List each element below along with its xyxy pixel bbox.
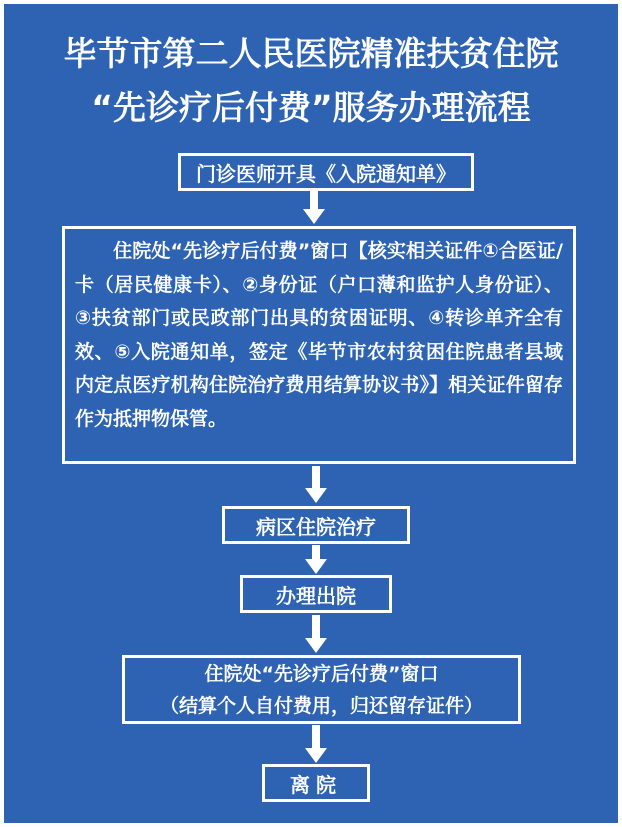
step-discharge-label: 办理出院 bbox=[276, 583, 356, 608]
step-settlement-window-line2: （结算个人自付费用，归还留存证件） bbox=[159, 694, 483, 717]
arrow-down-icon bbox=[303, 466, 329, 504]
step-settlement-window bbox=[122, 655, 521, 724]
title-line-2: “先诊疗后付费”服务办理流程 bbox=[91, 88, 531, 127]
step-outpatient-notice-label: 门诊医师开具《入院通知单》 bbox=[196, 161, 456, 186]
arrow-down-icon bbox=[301, 191, 327, 225]
step-leave-hospital bbox=[262, 764, 370, 802]
step-discharge bbox=[240, 575, 392, 613]
title-line-1: 毕节市第二人民医院精准扶贫住院 bbox=[63, 34, 559, 73]
step-leave-hospital-label: 离院 bbox=[290, 772, 342, 797]
step-admission-window bbox=[62, 226, 576, 464]
arrow-down-icon bbox=[303, 545, 329, 575]
flowchart-poster bbox=[4, 4, 618, 823]
step-settlement-window-line1: 住院处“先诊疗后付费”窗口 bbox=[204, 662, 439, 685]
step-ward-treatment bbox=[222, 506, 410, 544]
step-ward-treatment-label: 病区住院治疗 bbox=[256, 514, 376, 539]
arrow-down-icon bbox=[303, 615, 329, 654]
arrow-down-icon bbox=[303, 725, 329, 764]
step-outpatient-notice bbox=[178, 153, 474, 191]
step-admission-window-text: 住院处“先诊疗后付费”窗口【核实相关证件①合医证/卡（居民健康卡）、②身份证（户口薄和监护人身份证）、③扶贫部门或民政部门出具的贫困证明、④转诊单齐全有效、⑤入院通知单，签定《毕节市农村贫困住院患者县域内定点医疗机构住院治疗费用结算协议书》】相关证件留存作为抵押物保管。 bbox=[75, 240, 563, 430]
